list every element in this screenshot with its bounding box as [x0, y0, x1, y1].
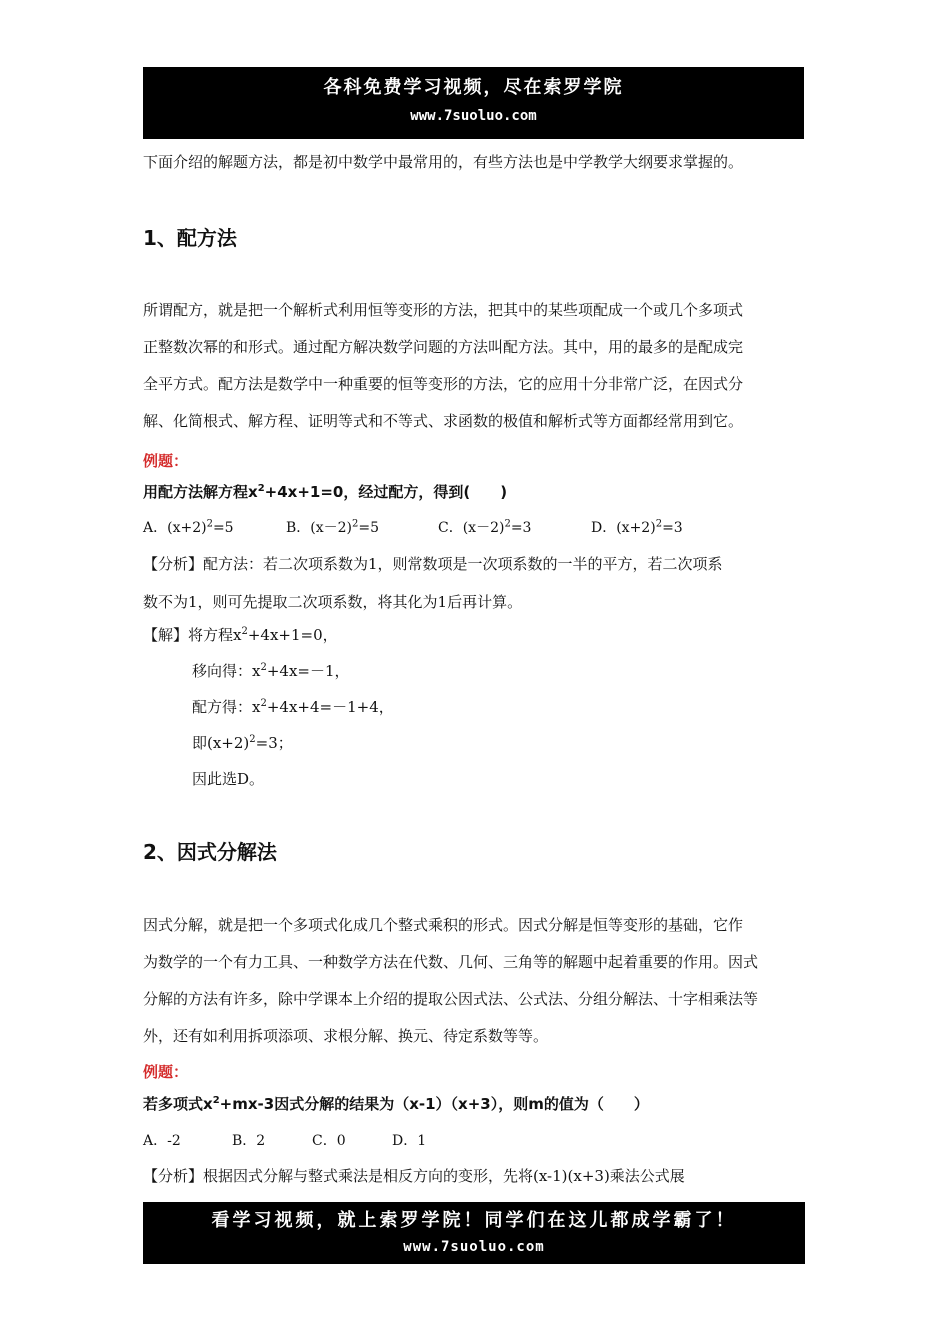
- step-text: 因此选D。: [192, 770, 265, 788]
- example-label-2: 例题：: [143, 1063, 189, 1081]
- question-text: 若多项式x: [143, 1095, 213, 1113]
- exponent: 2: [260, 662, 267, 673]
- exponent: 2: [249, 734, 256, 745]
- section2-para-line: 为数学的一个有力工具、一种数学方法在代数、几何、三角等的解题中起着重要的作用。因式: [143, 953, 759, 971]
- exponent: 2: [260, 698, 267, 709]
- exponent: 2: [241, 626, 248, 637]
- banner-url[interactable]: www.7suoluo.com: [403, 1239, 545, 1255]
- banner-slogan: 看学习视频，就上索罗学院！同学们在这儿都成学霸了！: [211, 1210, 737, 1231]
- step-text: 移向得：x: [192, 662, 261, 680]
- section-title-1: 1、配方法: [143, 226, 237, 250]
- step-text: +4x=－1，: [266, 662, 350, 680]
- solution-step: [192, 768, 264, 789]
- option-text: =5: [212, 520, 234, 536]
- option-c: C．0: [312, 1133, 346, 1149]
- option-a: [143, 517, 234, 537]
- analysis-line: 【分析】根据因式分解与整式乘法是相反方向的变形，先将(x-1)(x+3)乘法公式展: [143, 1167, 685, 1185]
- section2-para-line: 分解的方法有许多，除中学课本上介绍的提取公因式法、公式法、分组分解法、十字相乘法等: [143, 990, 759, 1008]
- solution-step: [192, 660, 350, 681]
- option-a: A．-2: [143, 1133, 181, 1149]
- section1-para-line: 全平方式。配方法是数学中一种重要的恒等变形的方法，它的应用十分非常广泛，在因式分: [143, 375, 744, 393]
- option-text: =5: [358, 520, 380, 536]
- bottom-banner: [143, 1202, 805, 1264]
- step-text: 即(x+2): [192, 734, 250, 752]
- option-b: [286, 517, 379, 537]
- section2-para-line: 外，还有如利用拆项添项、求根分解、换元、待定系数等等。: [143, 1027, 549, 1045]
- option-d: [591, 517, 683, 537]
- analysis-line: 【分析】配方法：若二次项系数为1，则常数项是一次项系数的一半的平方，若二次项系: [143, 555, 723, 573]
- exponent: 2: [257, 483, 265, 494]
- question-text: 用配方法解方程x: [143, 483, 258, 501]
- section2-para-line: 因式分解，就是把一个多项式化成几个整式乘积的形式。因式分解是恒等变形的基础，它作: [143, 916, 744, 934]
- option-text: A．(x+2): [143, 520, 207, 536]
- banner-url[interactable]: www.7suoluo.com: [410, 108, 537, 124]
- example-label-1: 例题：: [143, 452, 189, 470]
- exponent: 2: [212, 1095, 220, 1106]
- option-text: C．(x－2): [438, 520, 505, 536]
- option-text: =3: [662, 520, 683, 536]
- intro-text: 下面介绍的解题方法，都是初中数学中最常用的，有些方法也是中学教学大纲要求掌握的。: [143, 153, 744, 171]
- solution-line: [143, 624, 338, 645]
- exponent: 2: [352, 518, 359, 530]
- section1-para-line: 所谓配方，就是把一个解析式利用恒等变形的方法，把其中的某些项配成一个或几个多项式: [143, 301, 744, 319]
- option-text: =3: [510, 520, 532, 536]
- question-text: +4x+1=0，经过配方，得到( ): [264, 483, 508, 501]
- top-banner: [143, 67, 804, 139]
- option-text: D．(x+2): [591, 520, 656, 536]
- solution-step: [192, 732, 293, 753]
- step-text: =3；: [255, 734, 293, 752]
- section-title-2: 2、因式分解法: [143, 840, 277, 864]
- option-text: B．(x－2): [286, 520, 353, 536]
- step-text: +4x+4=－1+4，: [266, 698, 394, 716]
- analysis-line: 数不为1，则可先提取二次项系数，将其化为1后再计算。: [143, 593, 523, 611]
- question-2: [143, 1093, 649, 1114]
- solution-step: [192, 696, 394, 717]
- section1-para-line: 正整数次幂的和形式。通过配方解决数学问题的方法叫配方法。其中，用的最多的是配成完: [143, 338, 744, 356]
- solution-text: 【解】将方程x: [143, 626, 242, 644]
- section1-para-line: 解、化简根式、解方程、证明等式和不等式、求函数的极值和解析式等方面都经常用到它。: [143, 412, 744, 430]
- option-b: B．2: [232, 1133, 266, 1149]
- exponent: 2: [655, 518, 663, 530]
- question-text: +mx-3因式分解的结果为（x-1）（x+3），则m的值为（ ）: [219, 1095, 649, 1113]
- solution-text: +4x+1=0，: [247, 626, 338, 644]
- exponent: 2: [206, 518, 213, 530]
- exponent: 2: [504, 518, 511, 530]
- option-c: [438, 517, 531, 537]
- step-text: 配方得：x: [192, 698, 261, 716]
- banner-slogan: 各科免费学习视频，尽在索罗学院: [323, 77, 624, 98]
- option-d: D．1: [392, 1133, 427, 1149]
- question-1: [143, 481, 507, 502]
